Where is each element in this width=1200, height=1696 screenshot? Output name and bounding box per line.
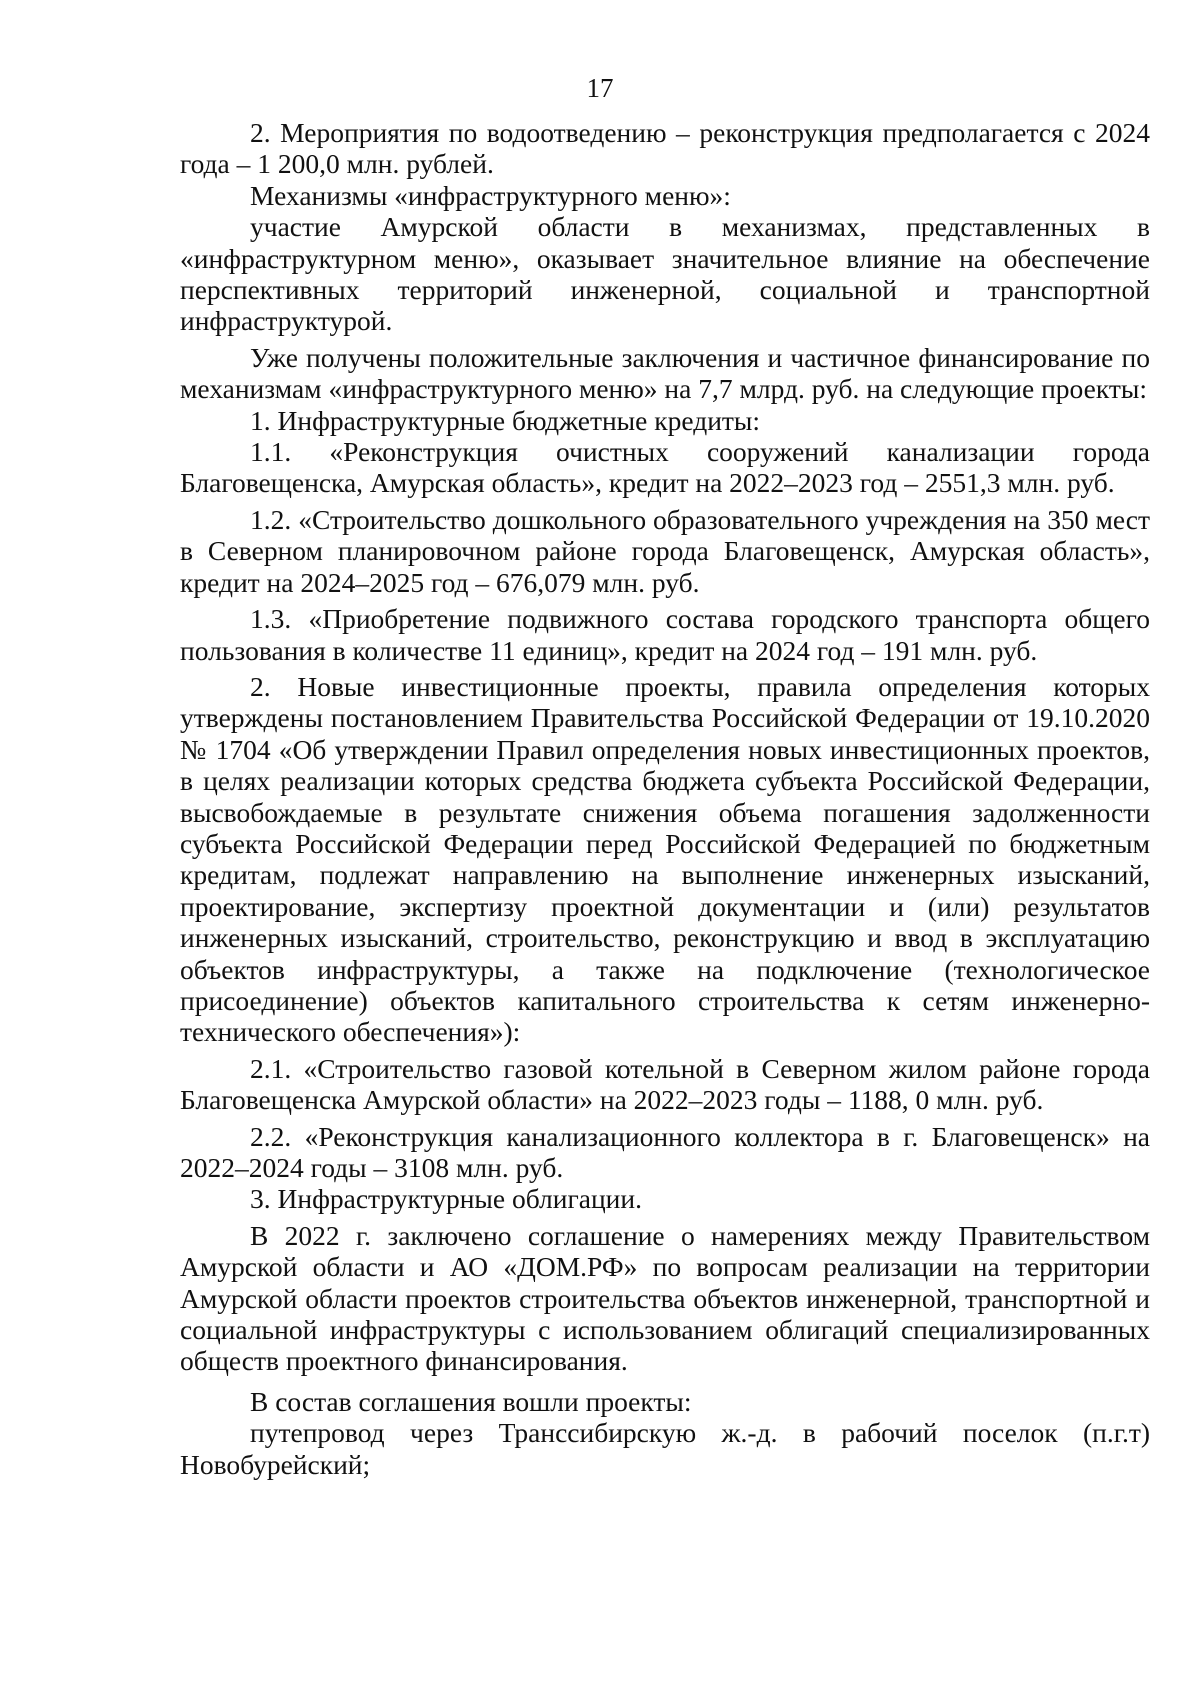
paragraph-item-1-2: 1.2. «Строительство дошкольного образовательного учреждения на 350 мест в Северном планировочном районе города Благовещенск, Амурская область», кредит на 2024–2025 год – 676,079 млн. руб.: [180, 503, 1150, 598]
paragraph-wastewater-measures: 2. Мероприятия по водоотведению – реконструкция предполагается с 2024 года – 1 200,0 млн. рублей.: [180, 117, 1150, 180]
paragraph-item-1-1: 1.1. «Реконструкция очистных сооружений канализации города Благовещенска, Амурская область», кредит на 2022–2023 год – 2551,3 млн. руб.: [180, 436, 1150, 499]
paragraph-positive-conclusions: Уже получены положительные заключения и частичное финансирование по механизмам «инфраструктурного меню» на 7,7 млрд. руб. на следующие проекты:: [180, 341, 1150, 405]
paragraph-participation: участие Амурской области в механизмах, представленных в «инфраструктурном меню», оказывает значительное влияние на обеспечение перспективных территорий инженерной, социальной и транспортной инфраструктурой.: [180, 211, 1150, 337]
paragraph-item-2-2: 2.2. «Реконструкция канализационного коллектора в г. Благовещенск» на 2022–2024 годы – 3108 млн. руб.: [180, 1120, 1150, 1183]
paragraph-new-investment-projects: 2. Новые инвестиционные проекты, правила определения которых утверждены постановлением Правительства Российской Федерации от 19.10.2020 № 1704 «Об утверждении Правил определения новых инвестиционных проектов, в целях реализации которых средства бюджета субъекта Российской Федерации, высвобождаемые в результате снижения объема погашения задолженности субъекта Российской Федерации перед Российской Федерацией по бюджетным кредитам, подлежат направлению на выполнение инженерных изысканий, проектирование, экспертизу проектной документации и (или) результатов инженерных изысканий, строительство, реконструкцию и ввод в эксплуатацию объектов инфраструктуры, а также на подключение (технологическое присоединение) объектов капитального строительства к сетям инженерно-технического обеспечения»):: [180, 670, 1150, 1048]
paragraph-item-1-3: 1.3. «Приобретение подвижного состава городского транспорта общего пользования в количестве 11 единиц», кредит на 2024 год – 191 млн. руб.: [180, 603, 1150, 666]
document-body: [180, 117, 1150, 1480]
paragraph-infrastructure-menu-heading: Механизмы «инфраструктурного меню»:: [250, 179, 731, 211]
paragraph-infrastructure-bonds-heading: 3. Инфраструктурные облигации.: [250, 1183, 642, 1215]
page-number: 17: [586, 73, 614, 103]
paragraph-agreement: В 2022 г. заключено соглашение о намерениях между Правительством Амурской области и АО «ДОМ.РФ» по вопросам реализации на территории Амурской области проектов строительства объектов инженерной, транспортной и социальной инфраструктуры с использованием облигаций специализированных обществ проектного финансирования.: [180, 1219, 1150, 1377]
paragraph-agreement-projects-heading: В состав соглашения вошли проекты:: [250, 1385, 692, 1417]
paragraph-overpass-project: путепровод через Транссибирскую ж.-д. в рабочий поселок (п.г.т) Новобурейский;: [180, 1417, 1150, 1480]
paragraph-item-2-1: 2.1. «Строительство газовой котельной в Северном жилом районе города Благовещенска Амурской области» на 2022–2023 годы – 1188, 0 млн. руб.: [180, 1052, 1150, 1116]
paragraph-budget-credits-heading: 1. Инфраструктурные бюджетные кредиты:: [250, 404, 761, 436]
